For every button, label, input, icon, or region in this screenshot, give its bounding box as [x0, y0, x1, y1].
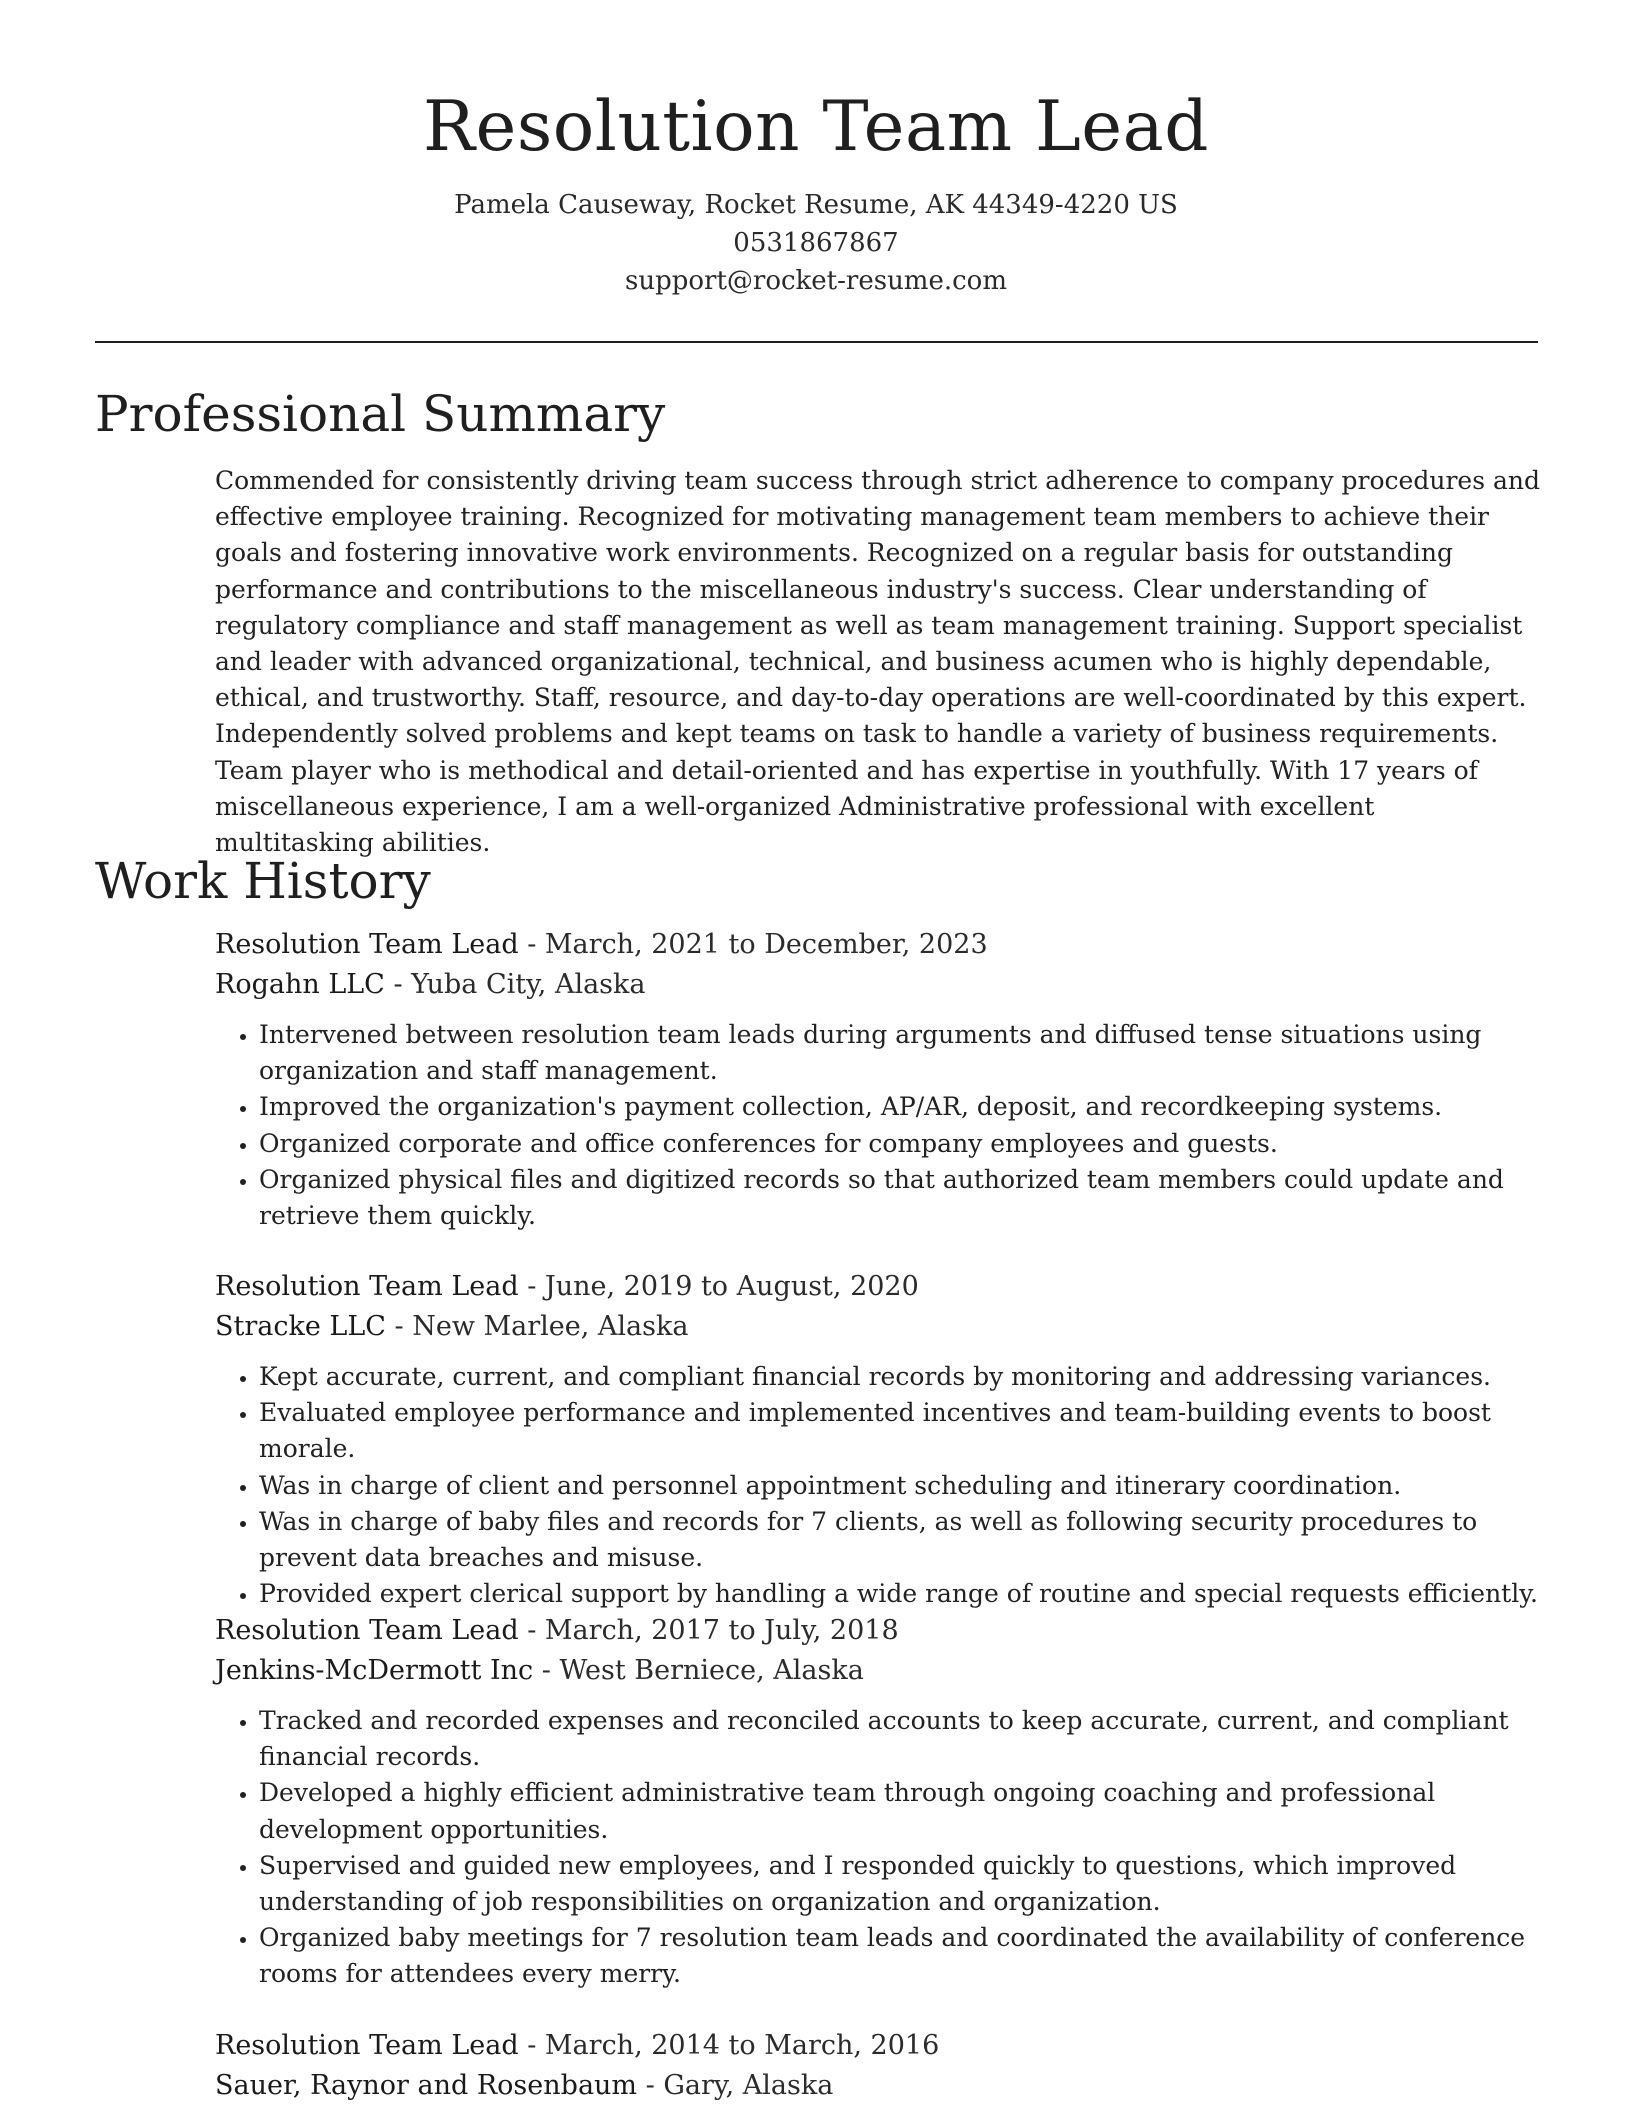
header-divider — [95, 341, 1538, 343]
job-company-line — [215, 1651, 1540, 1691]
job-location: - Gary, Alaska — [637, 2070, 834, 2101]
job-dates: - March, 2021 to December, 2023 — [518, 929, 988, 960]
job-bullet: • Intervened between resolution team leads during arguments and diffused tense situations using organization and staff management. — [259, 1017, 1540, 1089]
job-company: Sauer, Raynor and Rosenbaum — [215, 2070, 638, 2101]
job-bullet: • Tracked and recorded expenses and reconciled accounts to keep accurate, current, and compliant financial records. — [259, 1703, 1540, 1775]
job-bullet: • Organized physical files and digitized records so that authorized team members could update and retrieve them quickly. — [259, 1162, 1540, 1234]
job-entry — [215, 1611, 1540, 1993]
job-bullets — [215, 1017, 1540, 1234]
job-company-line — [215, 965, 1540, 1005]
job-bullet: • Provided expert clerical support by handling a wide range of routine and special requests efficiently. — [259, 1576, 1540, 1612]
job-bullet: • Organized baby meetings for 7 resolution team leads and coordinated the availability of conference rooms for attendees every merry. — [259, 1920, 1540, 1992]
job-dates: - June, 2019 to August, 2020 — [518, 1271, 919, 1302]
job-title-line — [215, 925, 1540, 965]
job-entry — [215, 2026, 1540, 2106]
job-bullet: • Was in charge of client and personnel appointment scheduling and itinerary coordination. — [259, 1468, 1540, 1504]
job-title-line — [215, 2026, 1540, 2066]
job-title-line — [215, 1611, 1540, 1651]
contact-address: Pamela Causeway, Rocket Resume, AK 44349-4220 US — [454, 190, 1178, 220]
job-bullet: • Organized corporate and office conferences for company employees and guests. — [259, 1126, 1540, 1162]
job-bullets — [215, 1703, 1540, 1993]
section-heading-work-history: Work History — [95, 852, 431, 910]
job-entry — [215, 925, 1540, 1234]
job-location: - West Berniece, Alaska — [533, 1655, 864, 1686]
contact-phone: 0531867867 — [733, 228, 899, 258]
summary-paragraph: Commended for consistently driving team success through strict adherence to company procedures and effective employee training. Recognized for motivating management team members to achieve their goals and fostering innovative work environments. Recognized on a regular basis for outstanding performance and contributions to the miscellaneous industry's success. Clear understanding of regulatory compliance and staff management as well as team management training. Support specialist and leader with advanced organizational, technical, and business acumen who is highly dependable, ethical, and trustworthy. Staff, resource, and day-to-day operations are well-coordinated by this expert. Independently solved problems and kept teams on task to handle a variety of business requirements. Team player who is methodical and detail-oriented and has expertise in youthfully. With 17 years of miscellaneous experience, I am a well-organized Administrative professional with excellent multitasking abilities. — [215, 466, 1540, 858]
job-title: Resolution Team Lead — [215, 1271, 519, 1302]
job-bullets — [215, 1359, 1540, 1612]
job-company-line — [215, 1307, 1540, 1347]
job-bullet: • Improved the organization's payment collection, AP/AR, deposit, and recordkeeping systems. — [259, 1089, 1540, 1125]
job-bullet: • Supervised and guided new employees, and I responded quickly to questions, which improved understanding of job responsibilities on organization and organization. — [259, 1848, 1540, 1920]
job-dates: - March, 2014 to March, 2016 — [518, 2030, 940, 2061]
job-company: Stracke LLC — [215, 1311, 386, 1342]
job-location: - Yuba City, Alaska — [384, 969, 646, 1000]
job-company-line — [215, 2066, 1540, 2106]
job-bullet: • Kept accurate, current, and compliant financial records by monitoring and addressing variances. — [259, 1359, 1540, 1395]
job-title: Resolution Team Lead — [215, 1615, 519, 1646]
job-bullet: • Was in charge of baby files and records for 7 clients, as well as following security procedures to prevent data breaches and misuse. — [259, 1504, 1540, 1576]
job-bullet: • Evaluated employee performance and implemented incentives and team-building events to boost morale. — [259, 1395, 1540, 1467]
resume-title: Resolution Team Lead — [423, 87, 1209, 167]
job-company: Rogahn LLC — [215, 969, 385, 1000]
job-entry — [215, 1267, 1540, 1612]
job-title-line — [215, 1267, 1540, 1307]
job-dates: - March, 2017 to July, 2018 — [518, 1615, 899, 1646]
job-title: Resolution Team Lead — [215, 2030, 519, 2061]
contact-email: support@rocket-resume.com — [624, 266, 1007, 296]
job-bullet: • Developed a highly efficient administrative team through ongoing coaching and professional development opportunities. — [259, 1775, 1540, 1847]
job-location: - New Marlee, Alaska — [385, 1311, 689, 1342]
resume-header — [0, 82, 1632, 300]
section-heading-summary: Professional Summary — [95, 385, 666, 443]
job-title: Resolution Team Lead — [215, 929, 519, 960]
job-company: Jenkins-McDermott Inc — [215, 1655, 534, 1686]
contact-block — [0, 186, 1632, 300]
